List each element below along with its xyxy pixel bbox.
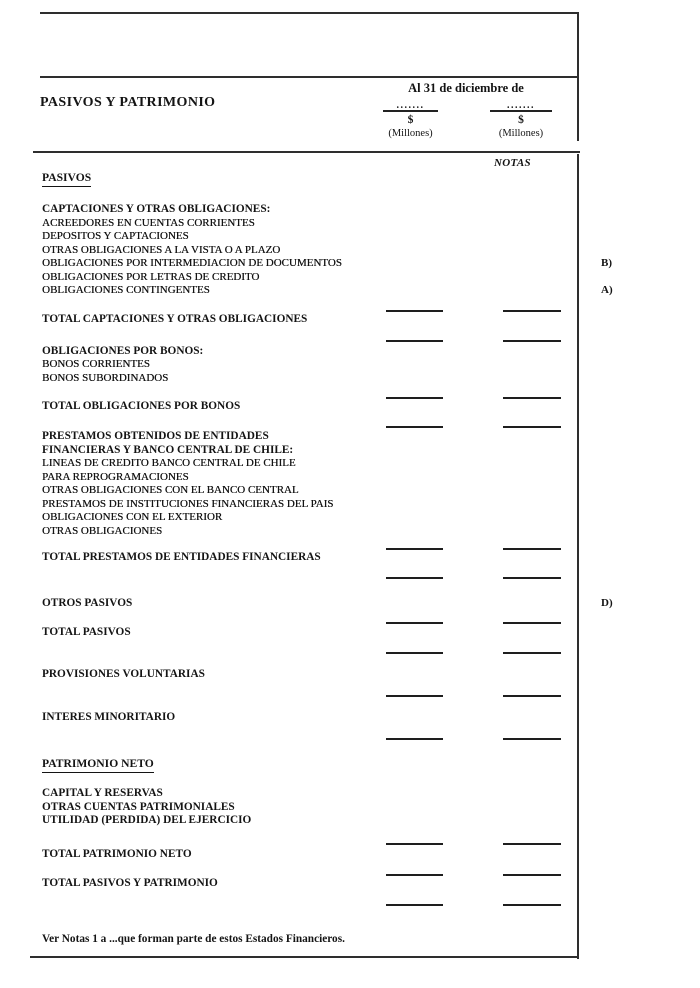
blank-amount-line — [386, 310, 443, 312]
row-label: CAPITAL Y RESERVAS — [42, 787, 163, 799]
date-header: Al 31 de diciembre de — [408, 81, 524, 95]
row-label: TOTAL OBLIGACIONES POR BONOS — [42, 400, 241, 412]
right-border-upper — [577, 12, 579, 141]
blank-amount-line — [503, 310, 561, 312]
total-row — [0, 668, 700, 682]
amount-column-1-header — [383, 101, 438, 140]
row-label: CAPTACIONES Y OTRAS OBLIGACIONES: — [42, 203, 271, 215]
blank-amount-line — [503, 397, 561, 399]
row-label: INTERES MINORITARIO — [42, 711, 176, 723]
line-item-row — [0, 358, 700, 372]
row-label: TOTAL PRESTAMOS DE ENTIDADES FINANCIERAS — [42, 551, 321, 563]
row-label: PASIVOS — [42, 171, 91, 187]
footnote-row — [0, 933, 700, 947]
blank-amount-line — [503, 843, 561, 845]
amount-lines-row — [0, 647, 700, 661]
row-label: PROVISIONES VOLUNTARIAS — [42, 668, 205, 680]
total-row — [0, 551, 700, 565]
line-item-row — [0, 484, 700, 498]
total-row — [0, 711, 700, 725]
row-label: ACREEDORES EN CUENTAS CORRIENTES — [42, 216, 255, 229]
line-item-row — [0, 257, 700, 271]
line-item-row — [0, 230, 700, 244]
blank-amount-line — [503, 652, 561, 654]
note-reference-letter: A) — [601, 284, 613, 296]
line-item-row — [0, 284, 700, 298]
blank-amount-line — [503, 904, 561, 906]
amount-lines-row — [0, 733, 700, 747]
line-item-row — [0, 244, 700, 258]
total-row — [0, 626, 700, 640]
group-header-row — [0, 345, 700, 359]
row-label: OTRAS OBLIGACIONES — [42, 524, 163, 537]
line-item-row — [0, 498, 700, 512]
column-header-rule — [33, 151, 580, 153]
blank-amount-line — [503, 738, 561, 740]
row-label: LINEAS DE CREDITO BANCO CENTRAL DE CHILE — [42, 457, 296, 469]
row-label: PRESTAMOS DE INSTITUCIONES FINANCIERAS DEL PAIS — [42, 497, 334, 510]
amount-lines-row — [0, 899, 700, 913]
dotted-year-line: ....... — [383, 101, 438, 112]
group-header-row — [0, 801, 700, 815]
dotted-year-line: ....... — [490, 101, 552, 112]
line-item-row — [0, 511, 700, 525]
line-item-row — [0, 525, 700, 539]
unit-label: (Millones) — [388, 128, 433, 139]
blank-amount-line — [386, 340, 443, 342]
blank-amount-line — [386, 397, 443, 399]
blank-amount-line — [386, 548, 443, 550]
row-label: OBLIGACIONES POR INTERMEDIACION DE DOCUMENTOS — [42, 257, 342, 269]
group-header-row — [0, 814, 700, 828]
row-label: DEPOSITOS Y CAPTACIONES — [42, 230, 189, 242]
unit-label: (Millones) — [498, 128, 544, 139]
line-item-row — [0, 372, 700, 386]
blank-amount-line — [503, 695, 561, 697]
row-label: TOTAL PATRIMONIO NETO — [42, 848, 192, 860]
row-label: TOTAL CAPTACIONES Y OTRAS OBLIGACIONES — [42, 313, 308, 325]
row-label: Ver Notas 1 a ...que forman parte de estos Estados Financieros. — [42, 933, 345, 945]
row-label: BONOS SUBORDINADOS — [42, 371, 169, 384]
group-header-row — [0, 430, 700, 444]
blank-amount-line — [503, 426, 561, 428]
row-label: FINANCIERAS Y BANCO CENTRAL DE CHILE: — [42, 443, 294, 456]
currency-symbol: $ — [518, 114, 524, 126]
row-label: BONOS CORRIENTES — [42, 358, 150, 370]
note-reference-letter: D) — [601, 597, 613, 609]
row-label: PRESTAMOS OBTENIDOS DE ENTIDADES — [42, 430, 269, 442]
blank-amount-line — [386, 904, 443, 906]
section-heading-row — [0, 171, 700, 185]
blank-amount-line — [503, 340, 561, 342]
blank-amount-line — [503, 577, 561, 579]
total-row — [0, 597, 700, 611]
group-header-row — [0, 787, 700, 801]
header-rule — [40, 76, 578, 78]
blank-amount-line — [386, 426, 443, 428]
blank-amount-line — [386, 843, 443, 845]
row-label: OTRAS OBLIGACIONES CON EL BANCO CENTRAL — [42, 484, 299, 496]
total-row — [0, 877, 700, 891]
total-row — [0, 848, 700, 862]
currency-symbol: $ — [407, 114, 414, 126]
row-label: OBLIGACIONES CONTINGENTES — [42, 284, 210, 296]
total-row — [0, 400, 700, 414]
blank-amount-line — [503, 874, 561, 876]
row-label: OTRAS OBLIGACIONES A LA VISTA O A PLAZO — [42, 243, 281, 256]
group-header-row — [0, 444, 700, 458]
row-label: OTROS PASIVOS — [42, 597, 133, 609]
line-item-row — [0, 217, 700, 231]
row-label: OTRAS CUENTAS PATRIMONIALES — [42, 800, 235, 813]
amount-lines-row — [0, 572, 700, 586]
amount-lines-row — [0, 690, 700, 704]
top-rule — [40, 12, 578, 14]
blank-amount-line — [386, 738, 443, 740]
blank-amount-line — [386, 577, 443, 579]
line-item-row — [0, 457, 700, 471]
row-label: OBLIGACIONES CON EL EXTERIOR — [42, 511, 223, 523]
line-item-row — [0, 471, 700, 485]
row-label: OBLIGACIONES POR BONOS: — [42, 345, 204, 357]
row-label: PATRIMONIO NETO — [42, 757, 154, 773]
group-header-row — [0, 203, 700, 217]
blank-amount-line — [386, 622, 443, 624]
notas-column-header: NOTAS — [494, 157, 531, 169]
blank-amount-line — [386, 652, 443, 654]
row-label: UTILIDAD (PERDIDA) DEL EJERCICIO — [42, 814, 252, 826]
note-reference-letter: B) — [601, 257, 612, 269]
section-heading-row — [0, 757, 700, 771]
row-label: TOTAL PASIVOS Y PATRIMONIO — [42, 877, 218, 889]
row-label: TOTAL PASIVOS — [42, 625, 131, 638]
row-label: OBLIGACIONES POR LETRAS DE CREDITO — [42, 270, 260, 283]
total-row — [0, 313, 700, 327]
blank-amount-line — [503, 548, 561, 550]
blank-amount-line — [503, 622, 561, 624]
blank-amount-line — [386, 695, 443, 697]
form-title: PASIVOS Y PATRIMONIO — [40, 95, 216, 110]
line-item-row — [0, 271, 700, 285]
amount-column-2-header — [490, 101, 552, 140]
row-label: PARA REPROGRAMACIONES — [42, 470, 189, 483]
blank-amount-line — [386, 874, 443, 876]
bottom-rule — [30, 956, 579, 958]
